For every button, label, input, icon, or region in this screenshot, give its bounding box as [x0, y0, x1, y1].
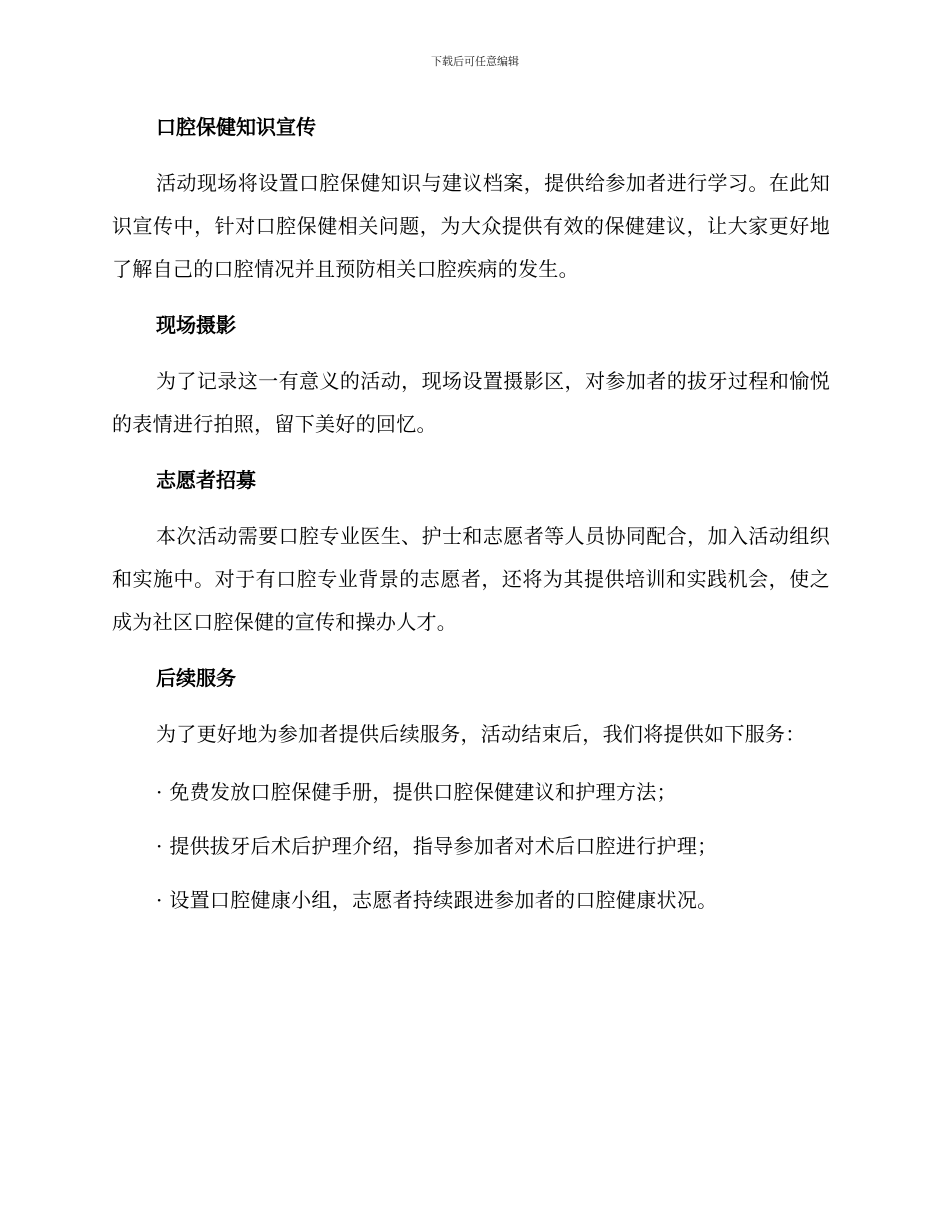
document-body	[112, 108, 830, 933]
section-heading-onsite-photography: 现场摄影	[156, 313, 236, 337]
section-paragraph-follow-up-service: 为了更好地为参加者提供后续服务，活动结束后，我们将提供如下服务：	[156, 722, 806, 746]
list-item: · 提供拔牙后术后护理介绍，指导参加者对术后口腔进行护理；	[156, 834, 718, 858]
section-heading-follow-up-service: 后续服务	[156, 666, 236, 690]
section-paragraph-volunteer-recruitment: 本次活动需要口腔专业医生、护士和志愿者等人员协同配合，加入活动组织和实施中。对于有口腔专业背景的志愿者，还将为其提供培训和实践机会，使之成为社区口腔保健的宣传和操办人才。	[112, 524, 830, 634]
section-heading-volunteer-recruitment: 志愿者招募	[156, 468, 256, 492]
section-paragraph-onsite-photography: 为了记录这一有意义的活动，现场设置摄影区，对参加者的拔牙过程和愉悦的表情进行拍照，留下美好的回忆。	[112, 369, 830, 436]
list-item: · 设置口腔健康小组，志愿者持续跟进参加者的口腔健康状况。	[156, 888, 718, 912]
list-item: · 免费发放口腔保健手册，提供口腔保健建议和护理方法；	[156, 780, 677, 804]
section-heading-oral-health-education: 口腔保健知识宣传	[156, 115, 316, 139]
section-paragraph-oral-health-education: 活动现场将设置口腔保健知识与建议档案，提供给参加者进行学习。在此知识宣传中，针对口腔保健相关问题，为大众提供有效的保健建议，让大家更好地了解自己的口腔情况并且预防相关口腔疾病的发生。	[112, 171, 830, 281]
header-note: 下载后可任意编辑	[431, 55, 519, 68]
